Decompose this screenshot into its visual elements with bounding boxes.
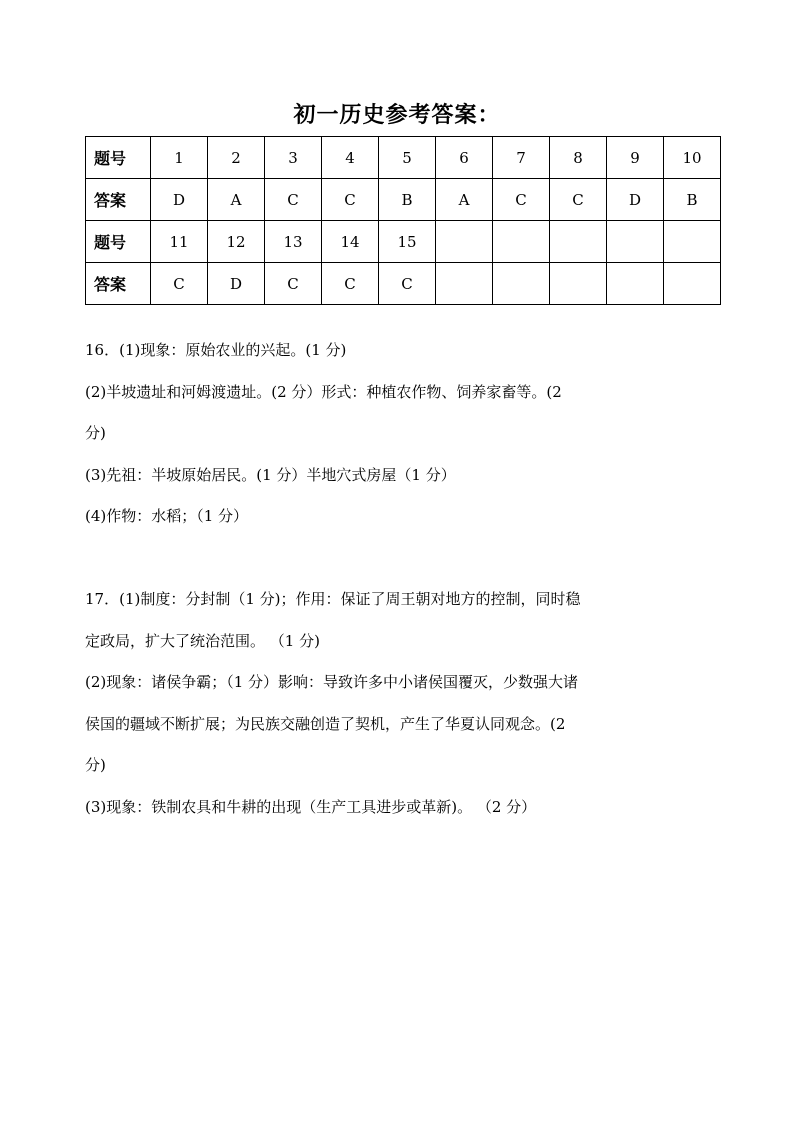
- q17-line-3: (2)现象：诸侯争霸；（1 分）影响：导致许多中小诸侯国覆灭，少数强大诸: [85, 673, 579, 691]
- table-cell: 8: [550, 137, 607, 179]
- table-cell: 14: [322, 221, 379, 263]
- q17-line-5: 分): [85, 756, 106, 774]
- table-cell: D: [208, 263, 265, 305]
- q16-line-1: 16．(1)现象：原始农业的兴起。(1 分): [85, 341, 347, 359]
- table-cell: C: [151, 263, 208, 305]
- table-cell: [664, 221, 721, 263]
- table-cell: 4: [322, 137, 379, 179]
- table-cell: 6: [436, 137, 493, 179]
- row-header: 答案: [86, 179, 151, 221]
- table-row: [86, 179, 721, 221]
- table-cell: [607, 221, 664, 263]
- table-cell: 9: [607, 137, 664, 179]
- page-title: 初一历史参考答案：: [293, 103, 501, 128]
- table-cell: 5: [379, 137, 436, 179]
- q17-line-4: 侯国的疆域不断扩展；为民族交融创造了契机，产生了华夏认同观念。(2: [85, 714, 566, 733]
- table-cell: C: [493, 179, 550, 221]
- table-cell: 11: [151, 221, 208, 263]
- table-cell: [436, 263, 493, 305]
- table-cell: C: [265, 179, 322, 221]
- table-cell: 12: [208, 221, 265, 263]
- answer-body: [85, 330, 710, 828]
- table-cell: 13: [265, 221, 322, 263]
- table-cell: D: [607, 179, 664, 221]
- table-cell: A: [208, 179, 265, 221]
- answer-table: [85, 136, 721, 305]
- q16-line-4: (3)先祖：半坡原始居民。(1 分）半地穴式房屋（1 分）: [85, 465, 456, 484]
- table-cell: [493, 263, 550, 305]
- q17-line-2: 定政局，扩大了统治范围。 （1 分): [85, 631, 320, 650]
- q16-line-5: (4)作物：水稻；（1 分）: [85, 507, 249, 525]
- table-row: [86, 137, 721, 179]
- table-row: [86, 221, 721, 263]
- row-header: 题号: [86, 221, 151, 263]
- q16-line-2: (2)半坡遗址和河姆渡遗址。(2 分）形式：种植农作物、饲养家畜等。(2: [85, 382, 562, 401]
- table-cell: C: [379, 263, 436, 305]
- table-cell: 3: [265, 137, 322, 179]
- table-cell: C: [322, 179, 379, 221]
- table-cell: 15: [379, 221, 436, 263]
- table-cell: 10: [664, 137, 721, 179]
- table-cell: [607, 263, 664, 305]
- q16-line-3: 分): [85, 424, 106, 442]
- table-cell: B: [664, 179, 721, 221]
- table-cell: 7: [493, 137, 550, 179]
- table-cell: [436, 221, 493, 263]
- table-cell: [550, 263, 607, 305]
- section-gap: [85, 538, 710, 580]
- table-row: [86, 263, 721, 305]
- table-cell: B: [379, 179, 436, 221]
- table-cell: [550, 221, 607, 263]
- row-header: 答案: [86, 263, 151, 305]
- table-cell: D: [151, 179, 208, 221]
- q17-line-1: 17．(1)制度：分封制（1 分)；作用：保证了周王朝对地方的控制，同时稳: [85, 590, 581, 608]
- table-cell: 1: [151, 137, 208, 179]
- table-cell: [664, 263, 721, 305]
- table-cell: C: [265, 263, 322, 305]
- q17-line-6: (3)现象：铁制农具和牛耕的出现（生产工具进步或革新)。 （2 分）: [85, 797, 537, 816]
- table-cell: [493, 221, 550, 263]
- table-cell: A: [436, 179, 493, 221]
- table-cell: 2: [208, 137, 265, 179]
- table-cell: C: [550, 179, 607, 221]
- row-header: 题号: [86, 137, 151, 179]
- table-cell: C: [322, 263, 379, 305]
